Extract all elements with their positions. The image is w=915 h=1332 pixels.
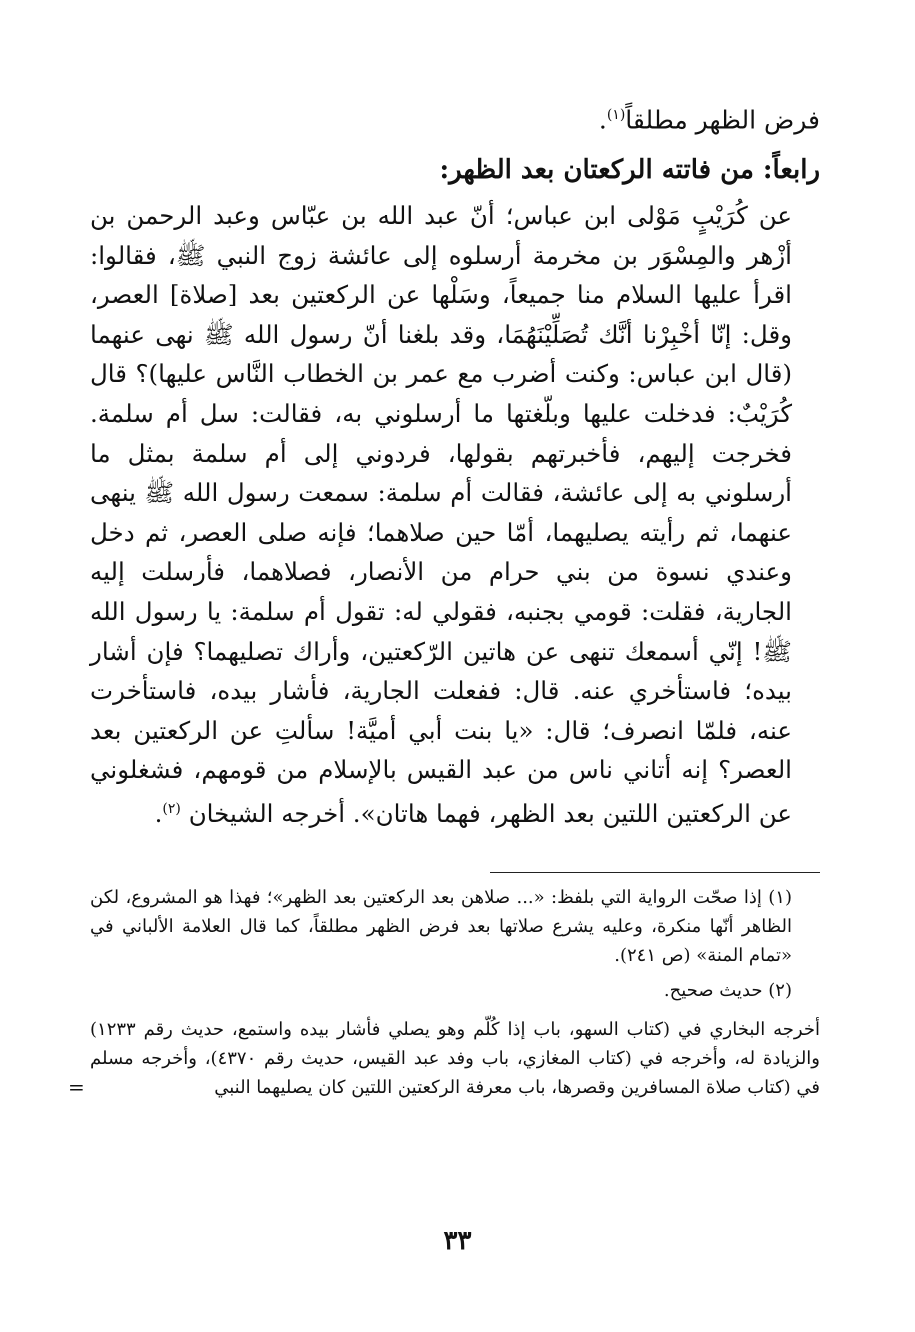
intro-text: فرض الظهر مطلقاً [625,105,820,135]
footnote-ref-2[interactable]: (٢) [162,800,181,817]
footnote-2-detail [68,1015,821,1102]
hadith-text: عن كُرَيْبٍ مَوْلى ابن عباس؛ أنّ عبد الله بن عبّاس وعبد الرحمن بن أزْهر والمِسْوَر بن مخرمة أرسلوه إلى عائشة زوج النبي ﷺ، فقالوا: اقرأ عليها السلام منا جميعاً، وسَلْها عن الركعتين بعد [صلاة] العصر، وقل: إنّا أخْبِرْنا أنَّك تُصَلِّيْنَهُمَا، وقد بلغنا أنّ رسول الله ﷺ نهى عنهما (قال ابن عباس: وكنت أضرب مع عمر بن الخطاب النَّاس عليها)؟ قال كُرَيْبٌ: فدخلت عليها وبلّغتها ما أرسلوني به، فقالت: سل أم سلمة. فخرجت إليهم، فأخبرتهم بقولها، فردوني إلى أم سلمة بمثل ما أرسلوني به إلى عائشة، فقالت أم سلمة: سمعت رسول الله ﷺ ينهى عنهما، ثم رأيته يصليهما، أمّا حين صلاهما؛ فإنه صلى العصر، ثم دخل وعندي نسوة من بني حرام من الأنصار، فصلاهما، فأرسلت إليه الجارية، فقلت: قومي بجنبه، فقولي له: تقول أم سلمة: يا رسول الله ﷺ! إنّي أسمعك تنهى عن هاتين الرّكعتين، وأراك تصليهما؟ فإن أشار بيده؛ فاستأخري عنه. قال: ففعلت الجارية، فأشار بيده، فاستأخرت عنه، فلمّا انصرف؛ قال: «يا بنت أبي أميَّة! سألتِ عن الركعتين بعد العصر؟ إنه أتاني ناس من عبد القيس بالإسلام من قومهم، فشغلوني عن الركعتين اللتين بعد الظهر، فهما هاتان». أخرجه الشيخان [90,201,792,829]
page-content [68,95,821,1332]
footnote-2-detail-text: أخرجه البخاري في (كتاب السهو، باب إذا كُلّم وهو يصلي فأشار بيده واستمع، حديث رقم ١٢٣٣) والزيادة له، وأخرجه في (كتاب المغازي، باب وفد عبد القيس، حديث رقم ٤٣٧٠)، وأخرجه مسلم في (كتاب صلاة المسافرين وقصرها، باب معرفة الركعتين اللتين كان يصليهما النبي [90,1018,821,1098]
footnotes-section [68,883,821,1102]
intro-line [90,95,820,140]
hadith-paragraph [90,196,820,834]
paragraph-period: . [154,799,163,829]
footnote-2: (٢) حديث صحيح. [663,979,792,1001]
continuation-mark: = [68,1074,85,1099]
section-heading: رابعاً: من فاتته الركعتان بعد الظهر: [439,155,820,185]
footnote-ref-1[interactable]: (١) [606,107,626,123]
page-number: ٣٣ [443,1226,472,1256]
footnote-divider [490,872,820,873]
footnote-1: (١) إذا صحّت الرواية التي بلفظ: «... صلاهن بعد الركعتين بعد الظهر»؛ فهذا هو المشروع، لكن الظاهر أنّها منكرة، وعليه يشرع صلاتها بعد فرض الظهر مطلقاً، كما قال العلامة الألباني في «تمام المنة» (ص ٢٤١). [90,886,792,966]
intro-period: . [598,105,607,135]
